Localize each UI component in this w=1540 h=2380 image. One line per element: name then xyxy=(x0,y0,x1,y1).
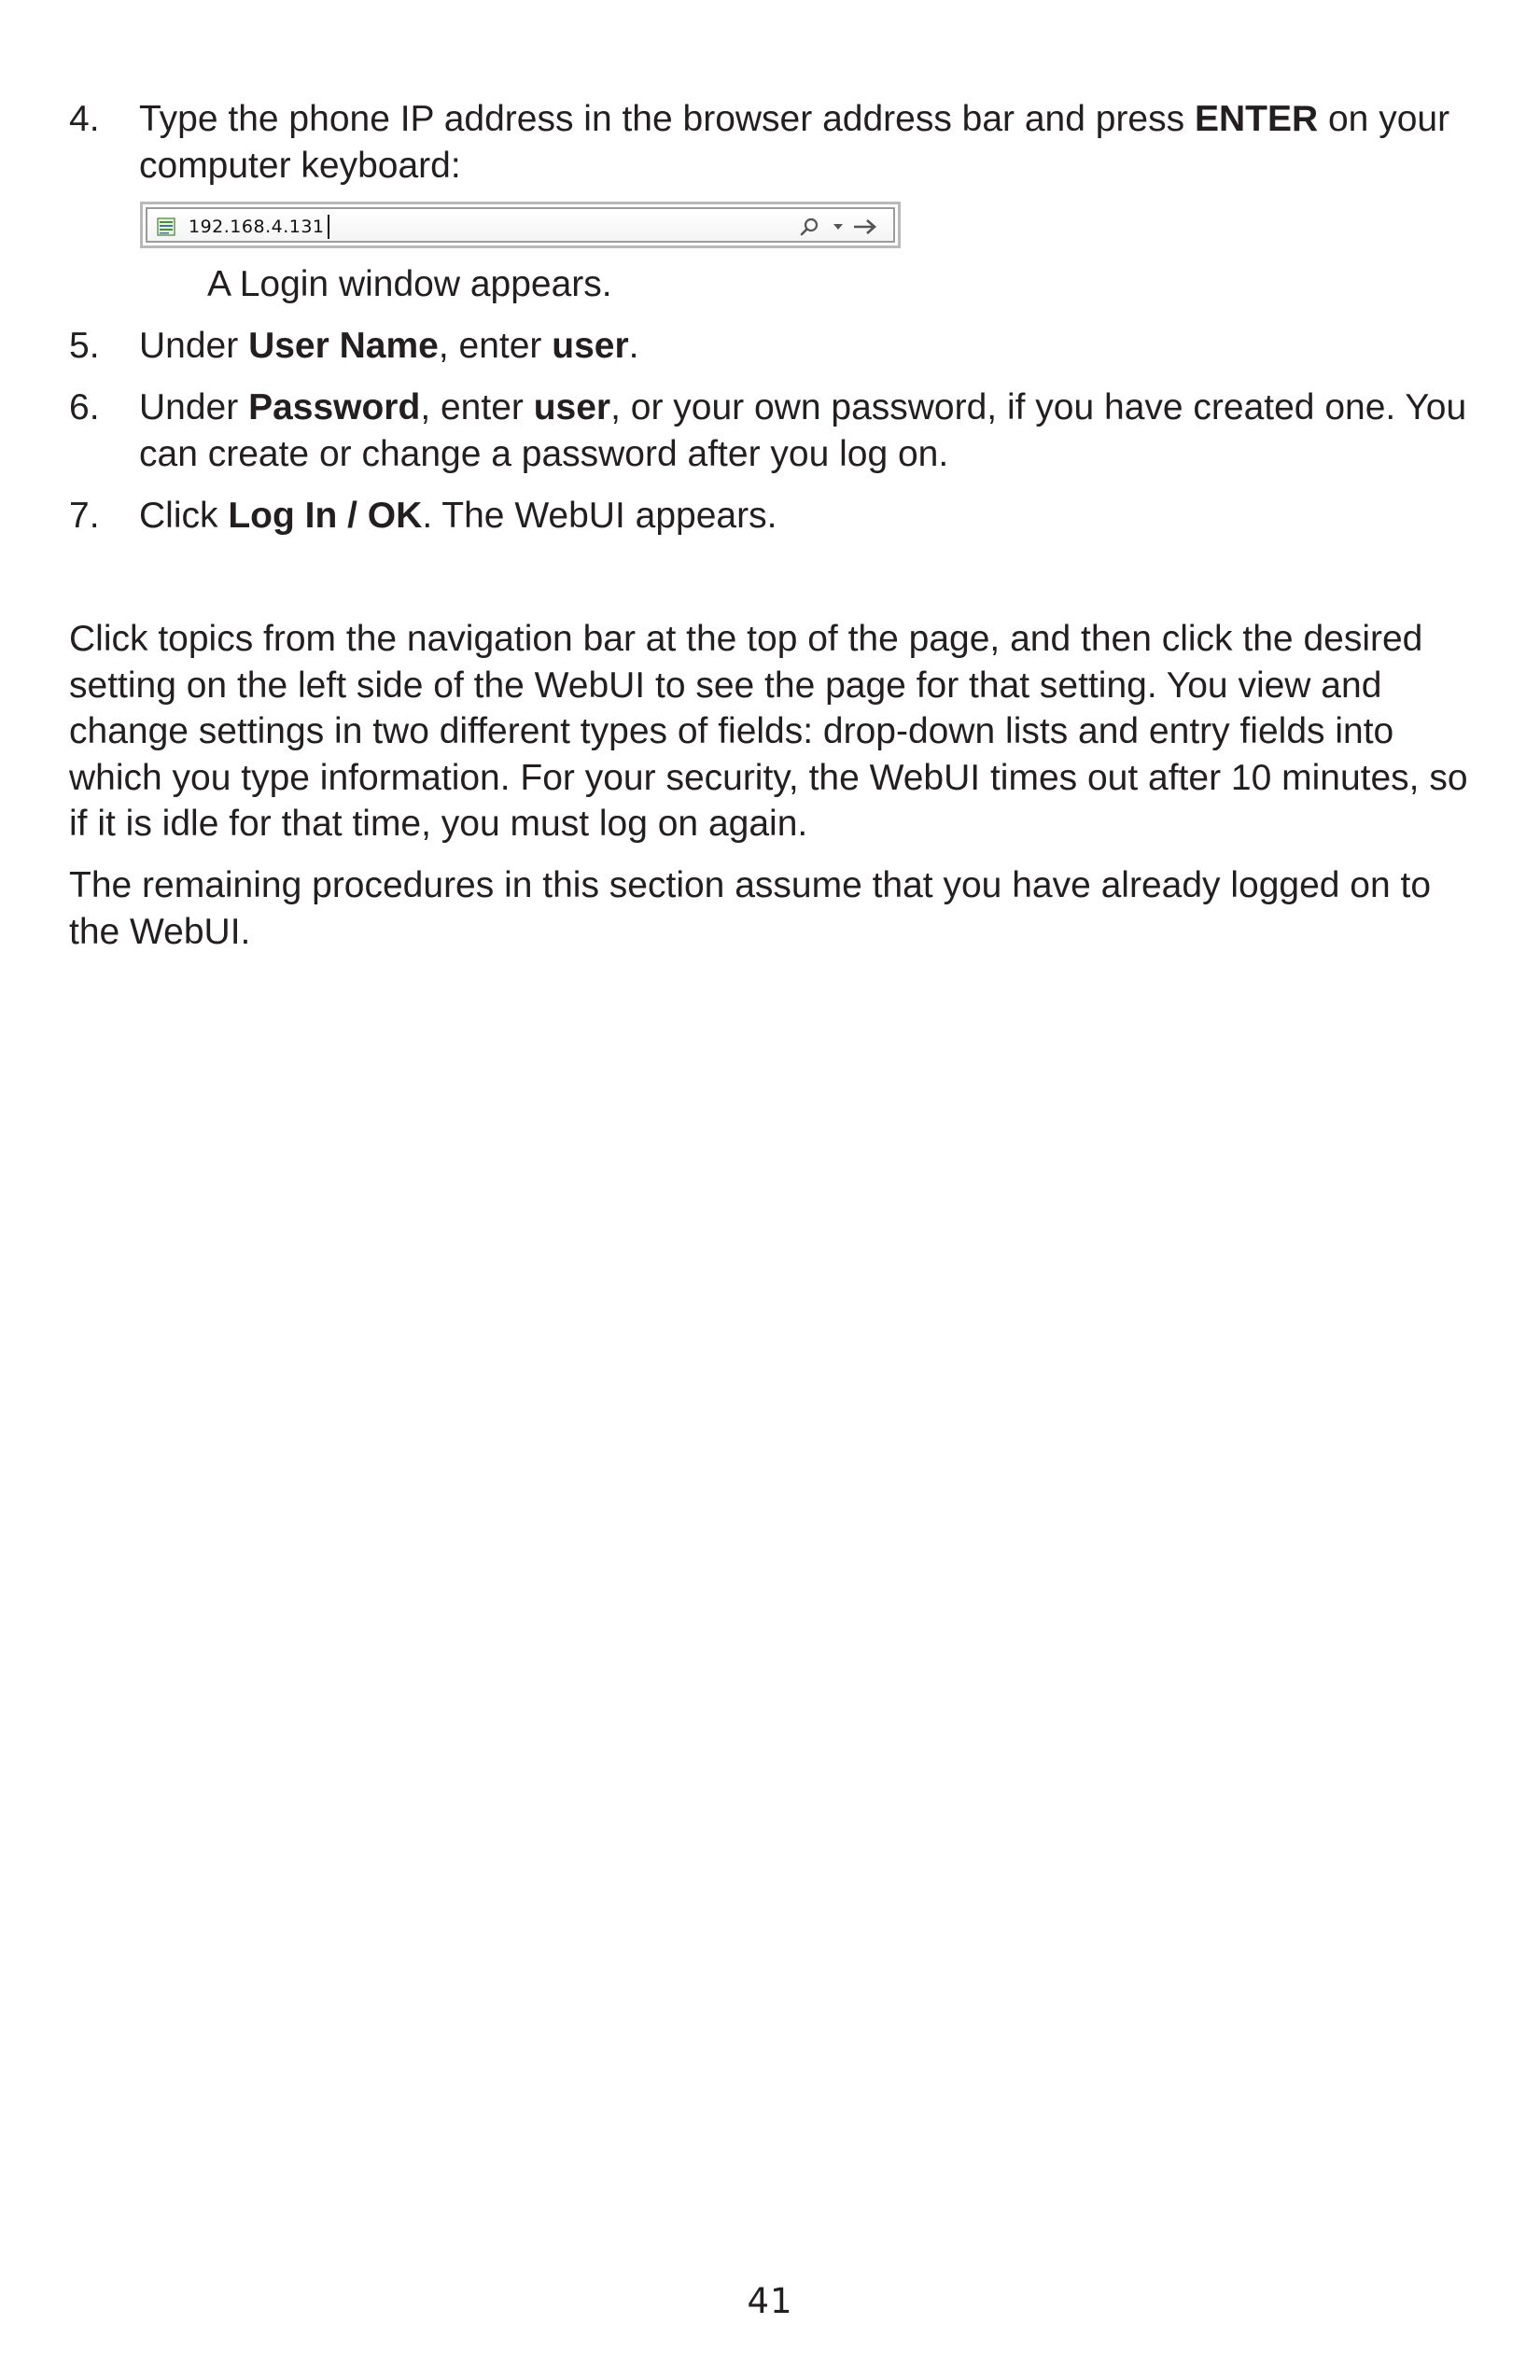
step-text xyxy=(139,323,1483,370)
address-bar-tools xyxy=(798,215,888,239)
navigation-paragraph: Click topics from the navigation bar at the top of the page, and then click the desired setting on the left side of the WebUI to see the page for that setting. You view and change settings in two different types of fields: drop-down lists and entry fields into which you type information. For your security, the WebUI times out after 10 minutes, so if it is idle for that time, you must log on again. xyxy=(69,619,1468,844)
go-arrow-icon[interactable] xyxy=(854,220,875,233)
dropdown-arrow-icon[interactable] xyxy=(833,224,843,230)
step-key-label: ENTER xyxy=(1194,99,1319,139)
step-text-part: Under xyxy=(139,387,249,427)
address-bar-field[interactable] xyxy=(146,207,895,243)
text-cursor xyxy=(328,215,329,239)
step-value: user xyxy=(533,387,611,427)
step-text xyxy=(139,493,1483,539)
step-text-part: , enter xyxy=(420,387,534,427)
step-number: 6. xyxy=(69,387,100,427)
step-number: 7. xyxy=(69,496,100,536)
step-number: 5. xyxy=(69,326,100,366)
step-number: 4. xyxy=(69,99,100,139)
step-text-part: . xyxy=(628,326,639,366)
step-text-part: Click xyxy=(139,496,229,536)
step-field-label: User Name xyxy=(248,326,439,366)
browser-address-bar[interactable] xyxy=(140,202,901,248)
step-button-label: Log In / OK xyxy=(228,496,423,536)
page-favicon-icon xyxy=(157,217,175,236)
step-text xyxy=(139,385,1483,478)
step-value: user xyxy=(552,326,629,366)
assumption-paragraph: The remaining procedures in this section assume that you have already logged on to the WebUI. xyxy=(69,865,1432,952)
step-text-part: Under xyxy=(139,326,249,366)
step-text-part: , or your own password, if you have created one. You can create or change a password after you log on. xyxy=(139,387,1467,474)
step-field-label: Password xyxy=(248,387,421,427)
login-window-note: A Login window appears. xyxy=(207,264,612,304)
address-bar-url[interactable]: 192.168.4.131 xyxy=(189,217,325,237)
search-icon[interactable] xyxy=(802,219,817,234)
step-text-part: . The WebUI appears. xyxy=(422,496,777,536)
page-number: 41 xyxy=(747,2281,793,2321)
step-text-part: , enter xyxy=(438,326,553,366)
step-text xyxy=(139,96,1483,189)
step-text-part: Type the phone IP address in the browser address bar and press xyxy=(139,99,1195,139)
step-text-part: on your computer keyboard: xyxy=(139,99,1450,186)
